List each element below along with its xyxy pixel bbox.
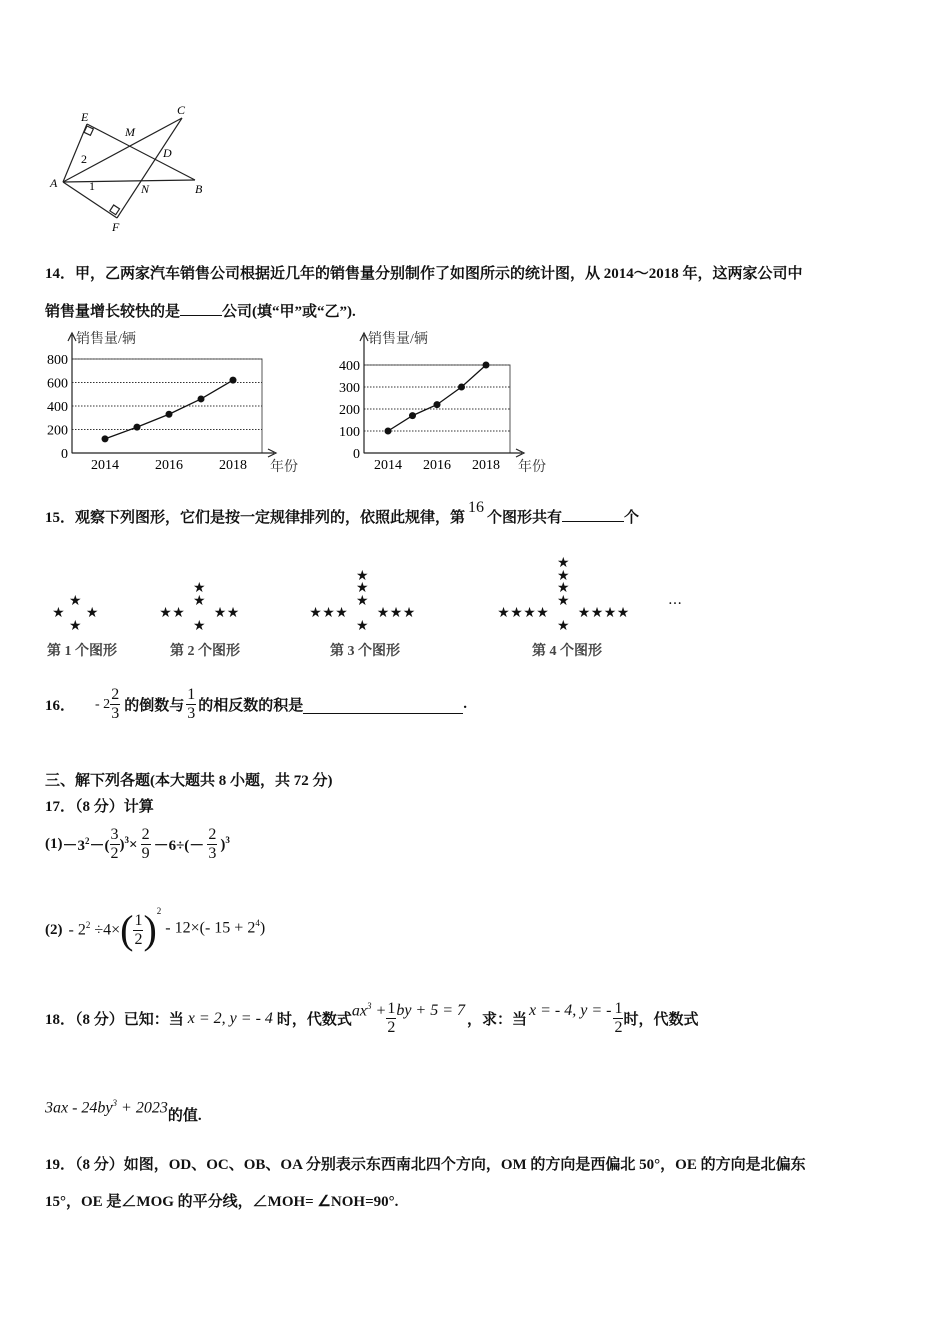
y-tick-label: 800: [47, 353, 68, 368]
label-n: N: [141, 182, 150, 196]
q14-text-line1: 甲，乙两家汽车销售公司根据近几年的销售量分别制作了如图所示的统计图，从 2014～2018 年，这两家公司中: [75, 266, 803, 282]
label-a: A: [50, 176, 58, 190]
chart-company-jia: [42, 327, 307, 475]
star-icon: ★: [356, 592, 369, 609]
label-d: D: [163, 146, 172, 160]
q17-p1-expr-b: )$^3$×: [119, 835, 138, 853]
star-icon: ★: [69, 617, 82, 634]
q17-p1-label: (1): [45, 836, 63, 852]
star-icon: ★: [213, 605, 227, 621]
star-icon: ★: [52, 605, 65, 621]
q18-line: [45, 1000, 699, 1037]
q16-mixed-num: 2: [111, 686, 120, 703]
q16-mixed-fraction: [110, 686, 120, 723]
star-icon: ★: [193, 617, 206, 634]
q16-frac-den: 3: [187, 705, 196, 722]
star-icon: ★: [402, 605, 416, 621]
x-tick-label: 2014: [374, 458, 402, 473]
data-point: [134, 424, 141, 431]
y-axis-label: 销售量/辆: [76, 332, 136, 347]
q18-expr1-frac: $\frac{1}{2}$: [387, 1000, 396, 1036]
label-b: B: [195, 182, 203, 196]
geometry-figure: [45, 100, 225, 235]
q16-text1: 的倒数与: [124, 698, 185, 714]
q16-end: .: [463, 696, 467, 712]
q17-p2-expr-a: - $2^2 \div 4\times$: [68, 920, 121, 939]
data-point: [409, 412, 416, 419]
star-icon: ★: [557, 580, 570, 596]
series-line: [388, 365, 486, 431]
q18-text1: 时，代数式: [276, 1012, 352, 1028]
pattern-label-2: 第 2 个图形: [170, 644, 240, 659]
star-icon: ★: [193, 592, 206, 609]
q15-answer-blank[interactable]: [562, 521, 624, 522]
star-icon: ★: [356, 567, 369, 584]
star-icon: ★: [322, 605, 335, 621]
q18-cond2: x = - 4, y = -: [529, 1001, 612, 1019]
q17-p1-expr-d: )$^3$: [220, 835, 230, 853]
q19-line1: 19．（8 分）如图，OD、OC、OB、OA 分别表示东西南北四个方向，OM 的方向是西偏北 50°，OE 的方向是北偏东: [45, 1157, 806, 1173]
q18-cond2-frac: $\frac{1}{2}$: [614, 1000, 623, 1036]
x-tick-label: 2018: [472, 458, 500, 473]
data-point: [483, 362, 490, 369]
q16-mixed-sign: - 2: [95, 696, 111, 712]
star-icon: ★: [536, 605, 549, 621]
data-point: [102, 435, 109, 442]
star-icon: ★: [226, 605, 240, 621]
y-tick-label: 0: [353, 447, 360, 462]
q17-p1-expr-a: $-3^2-$(: [62, 836, 110, 854]
q18-expr2-tail: 的值.: [167, 1108, 202, 1124]
y-tick-label: 200: [47, 423, 68, 439]
label-2: 2: [81, 152, 87, 166]
star-icon: ★: [590, 605, 604, 621]
star-icon: ★: [159, 605, 172, 621]
q18-expr2: $3ax - 24by^3 + 2023$: [45, 1097, 168, 1116]
q17-p1-expr-c: －6÷(－: [153, 838, 205, 854]
star-icon: ★: [497, 605, 510, 621]
star-icon: ★: [172, 605, 185, 621]
y-tick-label: 600: [47, 376, 68, 392]
q16-number: 16．: [45, 698, 76, 714]
q19-line2: 15°，OE 是∠MOG 的平分线，∠MOH= ∠NOH=90°.: [45, 1194, 399, 1210]
y-tick-label: 100: [339, 425, 360, 440]
q17-p1-frac-3-2: $\frac{3}{2}$: [110, 826, 119, 862]
segment-ab: [63, 180, 195, 182]
q17-part2: [45, 906, 266, 952]
data-point: [458, 384, 465, 391]
star-icon: ★: [389, 605, 403, 621]
q18-expr1-a: $ax^3$ +: [351, 1000, 387, 1020]
y-tick-label: 0: [61, 447, 68, 462]
q16-answer-blank[interactable]: [303, 695, 463, 714]
section3-title: 三、解下列各题(本大题共 8 小题，共 72 分): [45, 773, 333, 789]
x-axis-label: 年份: [518, 460, 546, 475]
q17-p2-paren-close: ): [143, 907, 157, 952]
q17-p1-frac-2-9: $\frac{2}{9}$: [141, 826, 150, 862]
y-tick-label: 400: [47, 400, 68, 415]
label-m: M: [125, 125, 135, 139]
chart-company-yi: [332, 327, 557, 475]
star-icon: ★: [603, 605, 617, 621]
q18-expr1-b: by + 5 = 7: [396, 1001, 466, 1019]
q16-mixed-den: 3: [111, 705, 120, 722]
q17-p2-expr-b: $^2$ - 12×(- $15 + 2^4$): [156, 906, 266, 937]
star-icon: ★: [69, 592, 82, 609]
q17-p1-frac-2-3: $\frac{2}{3}$: [208, 826, 217, 862]
data-point: [434, 401, 441, 408]
x-axis-label: 年份: [270, 460, 298, 475]
star-icon: ★: [309, 605, 322, 621]
q14-number: 14．: [45, 266, 76, 282]
q15-n: 16: [468, 499, 485, 516]
star-icon: ★: [577, 605, 591, 621]
q18-header: 18．（8 分）已知：当: [45, 1012, 184, 1028]
q17-p2-label: (2): [45, 921, 63, 938]
data-point: [198, 395, 205, 402]
q17-part1: [45, 826, 230, 863]
x-tick-label: 2018: [219, 458, 247, 473]
segment-eb: [87, 124, 195, 180]
star-icon: ★: [557, 617, 570, 634]
q15-text-before: 观察下列图形，它们是按一定规律排列的，依照此规律，第: [75, 510, 466, 526]
y-tick-label: 200: [339, 403, 360, 418]
label-1: 1: [89, 179, 95, 193]
q14-answer-blank[interactable]: [180, 315, 222, 316]
pattern-label-3: 第 3 个图形: [330, 644, 400, 659]
star-icon: ★: [557, 592, 570, 609]
star-icon: ★: [510, 605, 523, 621]
pattern-label-1: 第 1 个图形: [47, 644, 117, 659]
q15-line: [45, 499, 640, 527]
q16-line: [45, 686, 467, 723]
q15-unit: 个: [624, 510, 640, 526]
star-icon: ★: [85, 605, 99, 621]
q14-text-after-blank: 公司(填“甲”或“乙”).: [222, 304, 356, 320]
q17-p2-frac-1-2: $\frac{1}{2}$: [134, 911, 143, 948]
star-icon: ★: [335, 605, 348, 621]
x-tick-label: 2016: [155, 458, 183, 473]
q18-expr2-line: [45, 1096, 202, 1124]
x-tick-label: 2016: [423, 458, 451, 473]
star-icon: ★: [557, 567, 570, 584]
q14-line2: [45, 300, 356, 321]
star-icon: ★: [193, 580, 206, 596]
label-c: C: [177, 103, 186, 117]
data-point: [385, 428, 392, 435]
q15-number: 15．: [45, 510, 76, 526]
data-point: [230, 377, 237, 384]
q16-fraction: [186, 686, 196, 723]
star-patterns: [0, 540, 950, 670]
y-axis-label: 销售量/辆: [368, 332, 428, 347]
label-f: F: [112, 220, 120, 234]
pattern-ellipsis: …: [668, 592, 682, 608]
q17-p2-paren-open: (: [120, 907, 134, 952]
q16-frac-num: 1: [187, 686, 196, 703]
q18-cond1: x = 2, y = - 4: [187, 1009, 273, 1027]
q18-text3: 时，代数式: [623, 1012, 699, 1028]
label-e: E: [81, 110, 89, 124]
q15-text-after: 个图形共有: [487, 510, 563, 526]
y-tick-label: 400: [339, 359, 360, 374]
star-icon: ★: [376, 605, 390, 621]
series-line: [105, 380, 233, 439]
star-icon: ★: [523, 605, 536, 621]
q18-text2: ，求：当: [467, 1012, 528, 1028]
star-icon: ★: [557, 555, 570, 571]
x-tick-label: 2014: [91, 458, 119, 473]
star-icon: ★: [356, 580, 369, 596]
star-icon: ★: [356, 617, 369, 634]
pattern-label-4: 第 4 个图形: [532, 644, 602, 659]
star-icon: ★: [616, 605, 630, 621]
y-tick-label: 300: [339, 381, 360, 396]
q14-text-before-blank: 销售量增长较快的是: [45, 304, 181, 320]
q17-header: 17．（8 分）计算: [45, 799, 154, 815]
right-angle-f: [110, 205, 120, 215]
q16-text2: 的相反数的积是: [198, 698, 304, 714]
q14-line1: [45, 262, 803, 283]
data-point: [166, 411, 173, 418]
